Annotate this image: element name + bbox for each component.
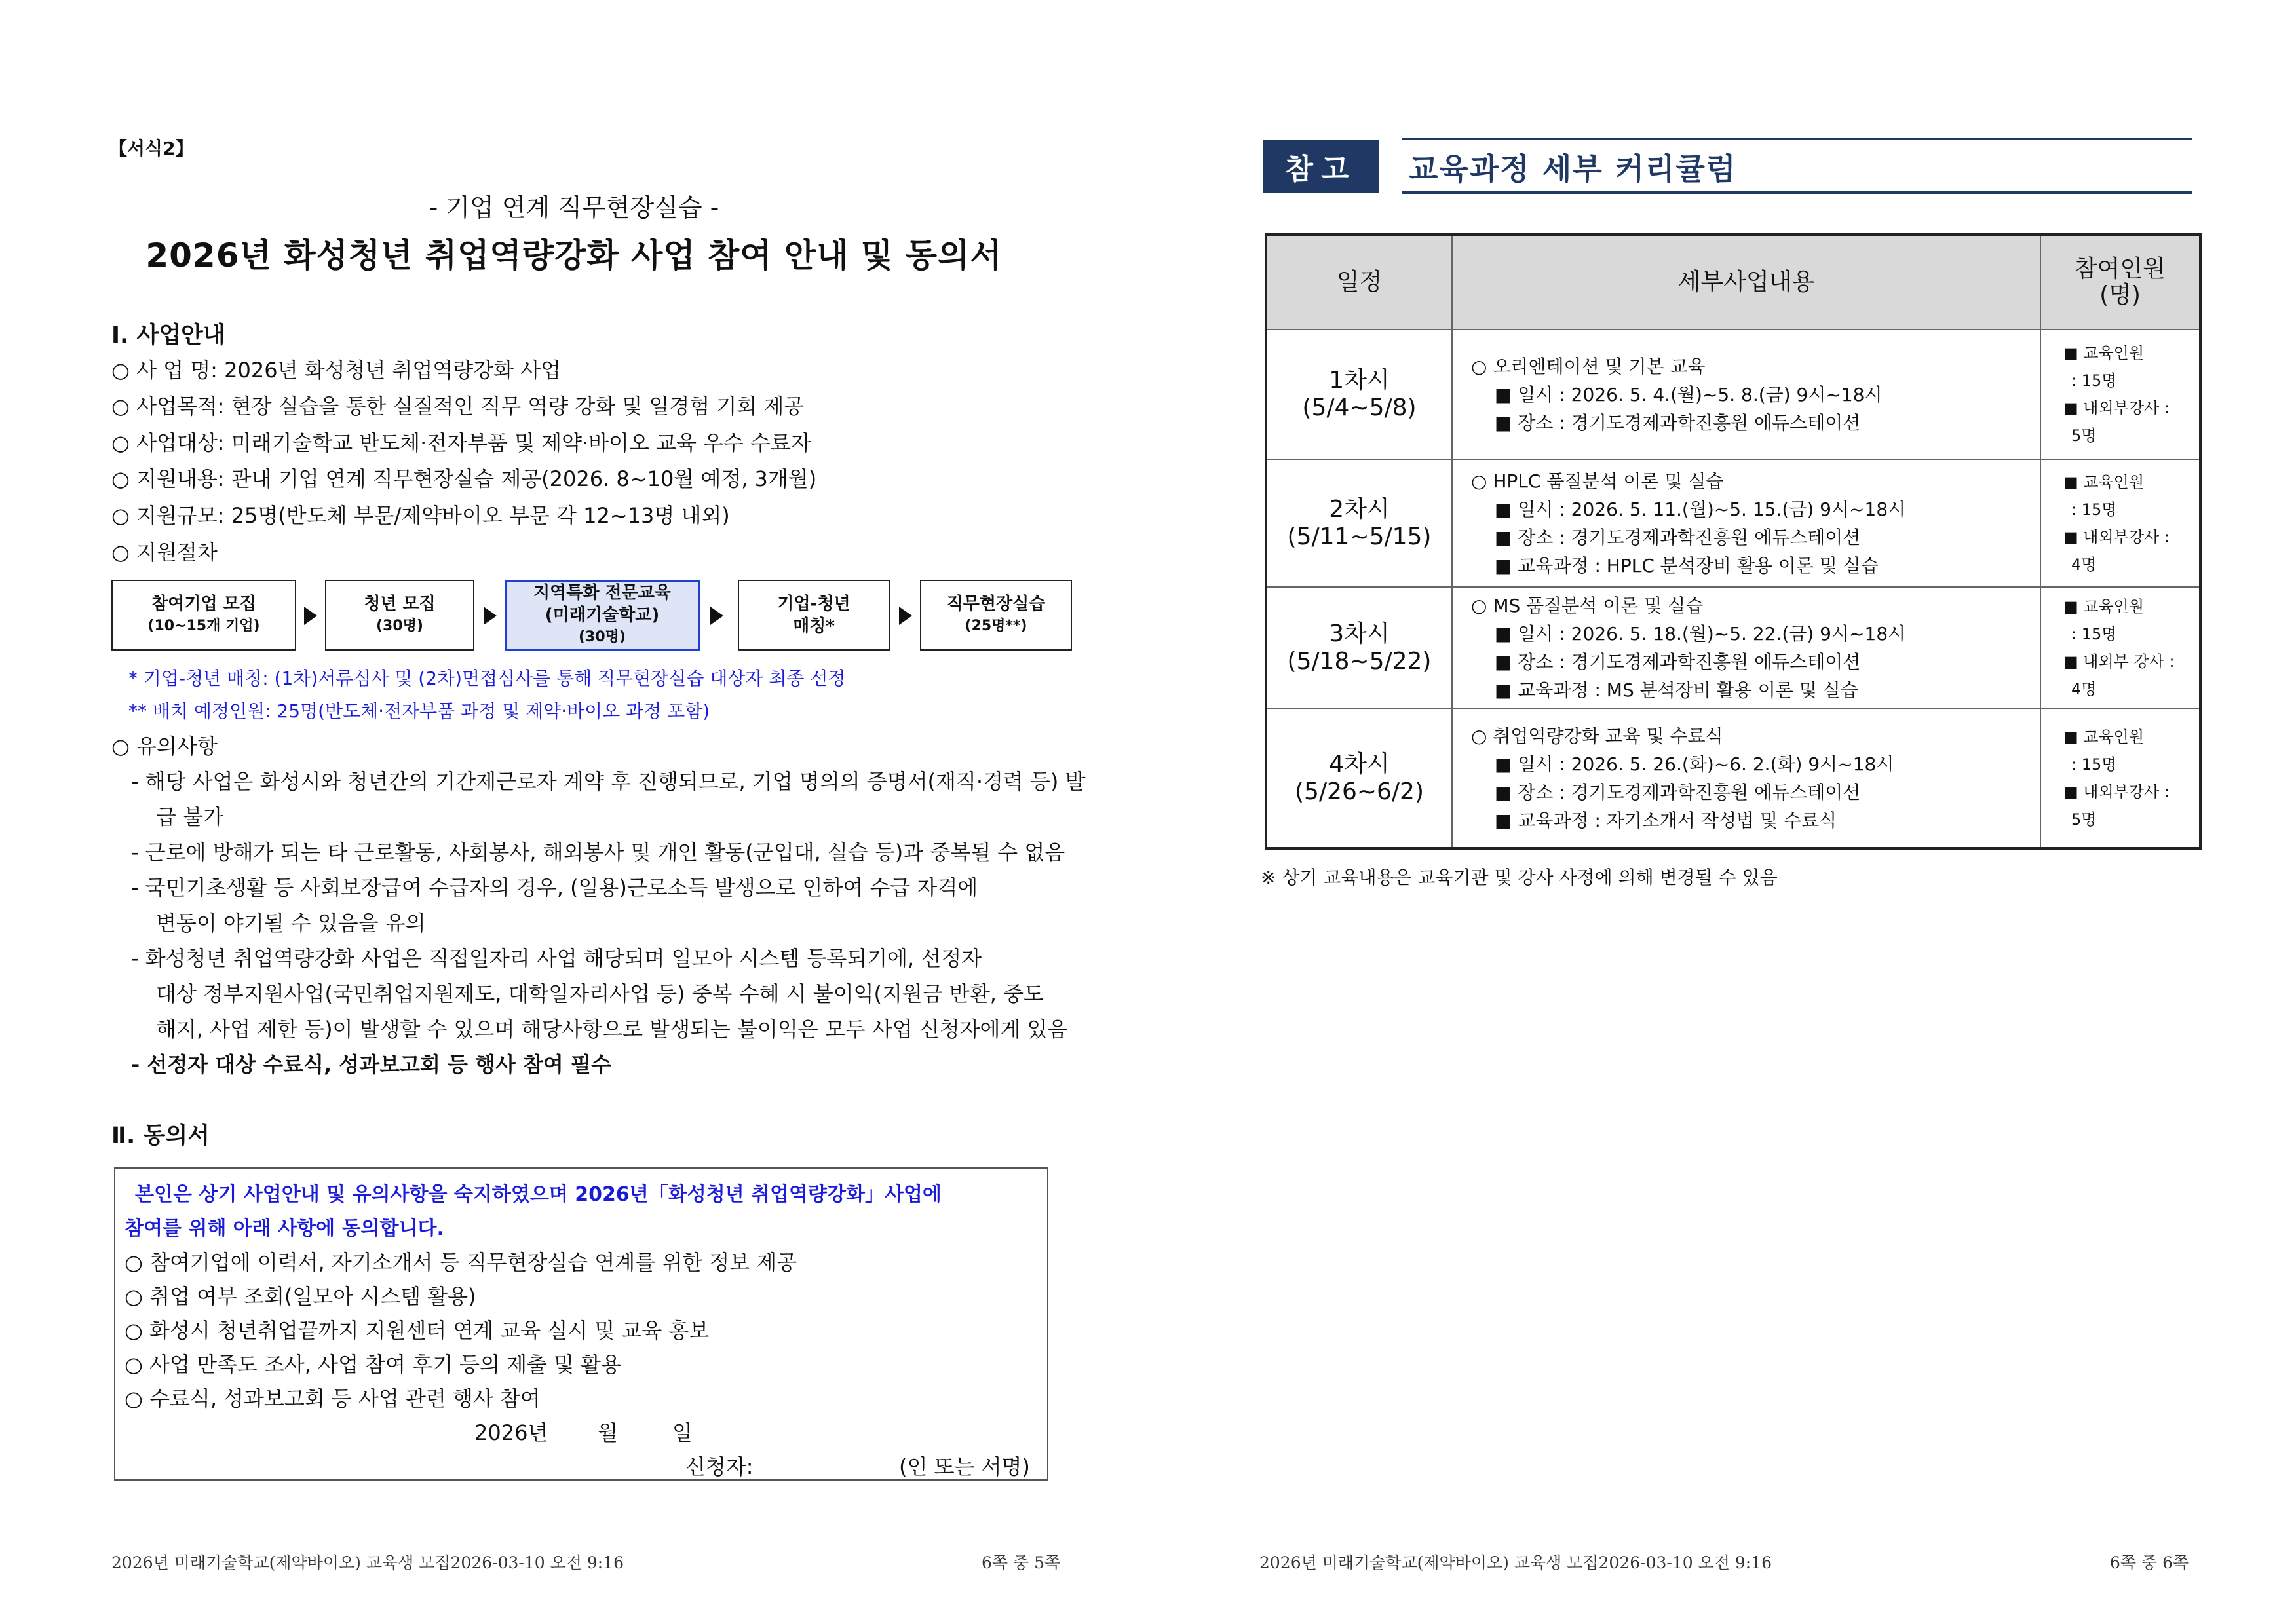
participants-label: ■ 교육인원 — [2063, 597, 2145, 616]
session-label: 4차시 — [1329, 751, 1390, 778]
document-subtitle: - 기업 연계 직무현장실습 - — [429, 193, 719, 222]
document-title: 2026년 화성청년 취업역량강화 사업 참여 안내 및 동의서 — [145, 236, 1003, 274]
caution-item: - 국민기초생활 등 사회보장급여 수급자의 경우, (일용)근로소득 발생으로 인하여 수급 자격에 — [131, 875, 978, 900]
footer-page-number: 6쪽 중 6쪽 — [2110, 1553, 2189, 1572]
content-date: ■ 일시 : 2026. 5. 4.(월)~5. 8.(금) 9시~18시 — [1495, 383, 1883, 406]
flow-note-placement: ** 배치 예정인원: 25명(반도체·전자부품 과정 및 제약·바이오 과정 포함) — [128, 700, 710, 722]
content-date: ■ 일시 : 2026. 5. 26.(화)~6. 2.(화) 9시~18시 — [1495, 753, 1894, 775]
flow-step-label: 청년 모집 — [364, 594, 436, 614]
consent-item: ○ 사업 만족도 조사, 사업 참여 후기 등의 제출 및 활용 — [124, 1352, 622, 1377]
content-date: ■ 일시 : 2026. 5. 11.(월)~5. 15.(금) 9시~18시 — [1495, 498, 1906, 520]
caution-item-required: - 선정자 대상 수료식, 성과보고회 등 행사 참여 필수 — [131, 1052, 611, 1077]
flow-step-youth-recruit — [325, 580, 474, 651]
instructors-label: ■ 내외부강사 : — [2063, 527, 2170, 546]
flow-step-detail: (25명**) — [965, 618, 1027, 634]
session-dates: (5/4~5/8) — [1302, 394, 1417, 421]
info-item-procedure: ○ 지원절차 — [111, 540, 218, 565]
participants-count: : 15명 — [2071, 755, 2117, 774]
reference-title: 교육과정 세부 커리큘럼 — [1409, 151, 1737, 187]
consent-intro-line1: 본인은 상기 사업안내 및 유의사항을 숙지하였으며 2026년「화성청년 취업역량강화」사업에 — [135, 1183, 942, 1206]
flow-step-detail: 매칭* — [793, 616, 835, 636]
caution-item-cont: 급 불가 — [156, 804, 223, 829]
info-item-name: ○ 사 업 명: 2026년 화성청년 취업역량강화 사업 — [111, 358, 561, 383]
flow-step-label: 참여기업 모집 — [151, 594, 256, 614]
consent-box — [114, 1167, 1048, 1481]
flow-arrow-icon — [899, 607, 912, 625]
title-rule-bottom — [1402, 191, 2192, 194]
info-item-support: ○ 지원내용: 관내 기업 연계 직무현장실습 제공(2026. 8~10월 예정, 3개월) — [111, 466, 817, 491]
instructors-count: 4명 — [2071, 680, 2097, 698]
curriculum-table — [1265, 233, 2202, 850]
flow-arrow-icon — [484, 607, 497, 625]
content-title: ○ 오리엔테이션 및 기본 교육 — [1471, 355, 1706, 377]
content-cell — [1452, 459, 2040, 587]
header-participants-label: 참여인원 — [2074, 255, 2166, 282]
content-place: ■ 장소 : 경기도경제과학진흥원 에듀스테이션 — [1495, 651, 1861, 673]
footer-doc-info: 2026년 미래기술학교(제약바이오) 교육생 모집2026-03-10 오전 9:16 — [111, 1553, 624, 1572]
flow-arrow-icon — [304, 607, 317, 625]
date-year: 2026년 — [474, 1420, 548, 1445]
table-row — [1266, 459, 2200, 587]
content-date: ■ 일시 : 2026. 5. 18.(월)~5. 22.(금) 9시~18시 — [1495, 623, 1906, 645]
header-participants — [2040, 235, 2200, 330]
content-course: ■ 교육과정 : HPLC 분석장비 활용 이론 및 실습 — [1495, 554, 1879, 576]
flow-step-detail: (10~15개 기업) — [147, 618, 260, 634]
session-label: 3차시 — [1329, 620, 1390, 647]
participants-label: ■ 교육인원 — [2063, 472, 2145, 491]
flow-step-count: (30명) — [579, 629, 626, 645]
table-row — [1266, 587, 2200, 709]
flow-step-matching — [738, 580, 890, 651]
participants-count: : 15명 — [2071, 500, 2117, 519]
content-title: ○ 취업역량강화 교육 및 수료식 — [1471, 725, 1723, 747]
content-title: ○ MS 품질분석 이론 및 실습 — [1471, 595, 1704, 616]
participants-label: ■ 교육인원 — [2063, 728, 2145, 746]
instructors-label: ■ 내외부강사 : — [2063, 399, 2170, 417]
instructors-count: 5명 — [2071, 810, 2097, 829]
reference-badge: 참고 — [1263, 140, 1379, 193]
content-cell — [1452, 587, 2040, 709]
flow-step-detail: (미래기술학교) — [545, 605, 660, 625]
session-dates: (5/18~5/22) — [1287, 648, 1432, 675]
flow-arrow-icon — [710, 607, 723, 625]
content-place: ■ 장소 : 경기도경제과학진흥원 에듀스테이션 — [1495, 411, 1861, 434]
info-item-purpose: ○ 사업목적: 현장 실습을 통한 실질적인 직무 역량 강화 및 일경험 기회 제공 — [111, 394, 805, 419]
header-content: 세부사업내용 — [1452, 235, 2040, 330]
date-month: 월 — [598, 1420, 618, 1445]
flow-step-company-recruit — [111, 580, 296, 651]
table-header-row — [1266, 235, 2200, 330]
participants-cell — [2040, 459, 2200, 587]
schedule-cell — [1266, 330, 1452, 459]
section-heading-consent: Ⅱ. 동의서 — [111, 1123, 210, 1149]
content-course: ■ 교육과정 : 자기소개서 작성법 및 수료식 — [1495, 810, 1837, 831]
instructors-count: 4명 — [2071, 555, 2097, 574]
flow-step-label: 기업-청년 — [777, 594, 851, 614]
participants-cell — [2040, 709, 2200, 848]
session-label: 1차시 — [1329, 367, 1390, 394]
content-place: ■ 장소 : 경기도경제과학진흥원 에듀스테이션 — [1495, 782, 1861, 803]
table-row — [1266, 330, 2200, 459]
info-item-target: ○ 사업대상: 미래기술학교 반도체·전자부품 및 제약·바이오 교육 우수 수료자 — [111, 430, 811, 455]
content-cell — [1452, 709, 2040, 848]
caution-item: - 화성청년 취업역량강화 사업은 직접일자리 사업 해당되며 일모아 시스템 등록되기에, 선정자 — [131, 946, 982, 971]
caution-item: - 근로에 방해가 되는 타 근로활동, 사회봉사, 해외봉사 및 개인 활동(군입대, 실습 등)과 중복될 수 없음 — [131, 840, 1065, 865]
content-course: ■ 교육과정 : MS 분석장비 활용 이론 및 실습 — [1495, 679, 1858, 701]
header-participants-unit: (명) — [2099, 282, 2141, 309]
footer-doc-info: 2026년 미래기술학교(제약바이오) 교육생 모집2026-03-10 오전 9:16 — [1259, 1553, 1772, 1572]
participants-cell — [2040, 587, 2200, 709]
schedule-cell — [1266, 459, 1452, 587]
instructors-label: ■ 내외부강사 : — [2063, 783, 2170, 801]
flow-step-specialized-education — [505, 580, 700, 651]
caution-item-cont: 해지, 사업 제한 등)이 발생할 수 있으며 해당사항으로 발생되는 불이익은 모두 사업 신청자에게 있음 — [156, 1017, 1068, 1042]
consent-item: ○ 참여기업에 이력서, 자기소개서 등 직무현장실습 연계를 위한 정보 제공 — [124, 1250, 797, 1275]
schedule-cell — [1266, 587, 1452, 709]
caution-item-cont: 대상 정부지원사업(국민취업지원제도, 대학일자리사업 등) 중복 수혜 시 불이익(지원금 반환, 중도 — [156, 981, 1044, 1006]
table-row — [1266, 709, 2200, 848]
caution-item-cont: 변동이 야기될 수 있음을 유의 — [156, 911, 426, 935]
caution-item: - 해당 사업은 화성시와 청년간의 기간제근로자 계약 후 진행되므로, 기업 명의의 증명서(재직·경력 등) 발 — [131, 769, 1086, 794]
consent-item: ○ 화성시 청년취업끝까지 지원센터 연계 교육 실시 및 교육 홍보 — [124, 1318, 710, 1343]
header-schedule: 일정 — [1266, 235, 1452, 330]
consent-intro-line2: 참여를 위해 아래 사항에 동의합니다. — [124, 1217, 444, 1240]
schedule-cell — [1266, 709, 1452, 848]
applicant-label: 신청자: — [685, 1454, 754, 1479]
info-item-scale: ○ 지원규모: 25명(반도체 부문/제약바이오 부문 각 12~13명 내외) — [111, 503, 730, 528]
date-day: 일 — [672, 1420, 693, 1445]
instructors-count: 5명 — [2071, 426, 2097, 445]
form-tag: 【서식2】 — [109, 138, 194, 159]
session-dates: (5/26~6/2) — [1294, 778, 1425, 805]
instructors-label: ■ 내외부 강사 : — [2063, 652, 2175, 671]
flow-step-detail: (30명) — [376, 618, 423, 634]
flow-note-matching: * 기업-청년 매칭: (1차)서류심사 및 (2차)면접심사를 통해 직무현장실습 대상자 최종 선정 — [128, 668, 846, 689]
flow-step-label: 지역특화 전문교육 — [533, 583, 671, 603]
footer-page-number: 6쪽 중 5쪽 — [982, 1553, 1061, 1572]
session-dates: (5/11~5/15) — [1287, 523, 1432, 550]
signature-label: (인 또는 서명) — [899, 1454, 1030, 1479]
content-place: ■ 장소 : 경기도경제과학진흥원 에듀스테이션 — [1495, 526, 1861, 548]
flow-step-label: 직무현장실습 — [946, 594, 1046, 614]
content-title: ○ HPLC 품질분석 이론 및 실습 — [1471, 470, 1724, 492]
consent-item: ○ 수료식, 성과보고회 등 사업 관련 행사 참여 — [124, 1386, 541, 1411]
participants-count: : 15명 — [2071, 371, 2117, 390]
content-cell — [1452, 330, 2040, 459]
session-label: 2차시 — [1329, 495, 1390, 523]
title-rule-top — [1402, 138, 2192, 140]
participants-count: : 15명 — [2071, 625, 2117, 643]
consent-item: ○ 취업 여부 조회(일모아 시스템 활용) — [124, 1284, 476, 1309]
flow-step-field-practice — [920, 580, 1072, 651]
participants-cell — [2040, 330, 2200, 459]
section-heading-business-info: Ⅰ. 사업안내 — [111, 322, 225, 349]
table-footnote: ※ 상기 교육내용은 교육기관 및 강사 사정에 의해 변경될 수 있음 — [1261, 867, 1778, 888]
caution-heading: ○ 유의사항 — [111, 734, 218, 759]
participants-label: ■ 교육인원 — [2063, 344, 2145, 362]
